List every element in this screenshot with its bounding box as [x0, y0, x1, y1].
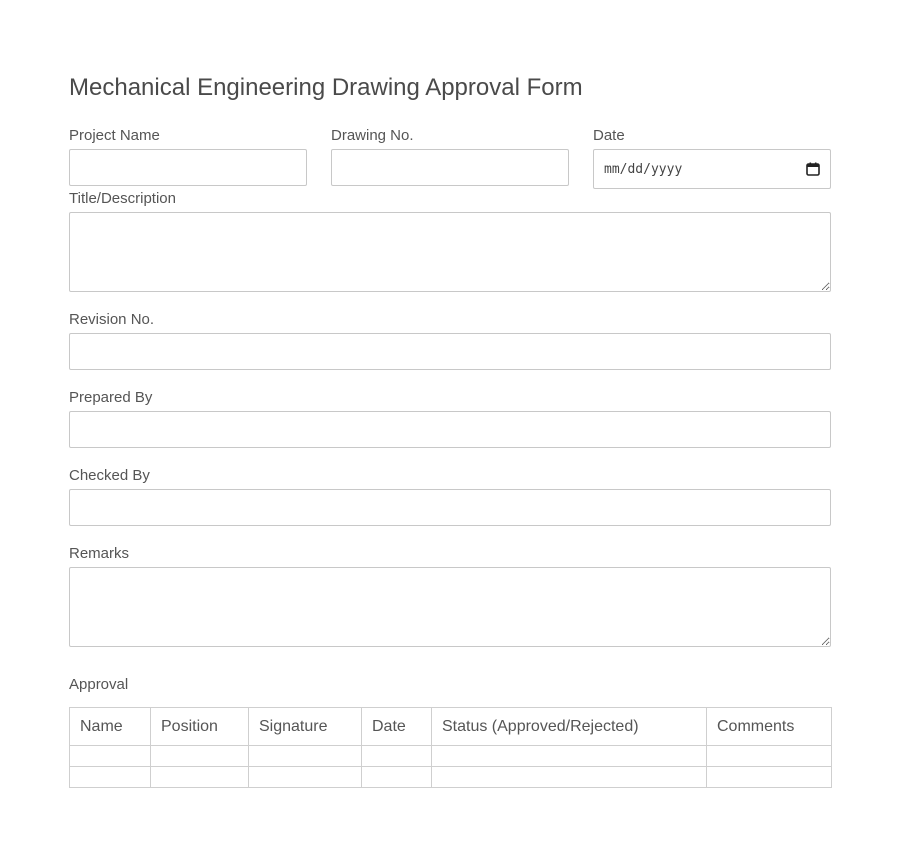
- table-cell[interactable]: [362, 767, 432, 788]
- title-description-textarea[interactable]: [69, 212, 831, 292]
- column-header-status: Status (Approved/Rejected): [432, 708, 707, 746]
- table-row: [70, 746, 832, 767]
- column-header-date: Date: [362, 708, 432, 746]
- table-cell[interactable]: [151, 767, 249, 788]
- checked-by-input[interactable]: [69, 489, 831, 526]
- table-cell[interactable]: [707, 746, 832, 767]
- date-input[interactable]: [593, 149, 831, 189]
- table-cell[interactable]: [362, 746, 432, 767]
- table-row: [70, 767, 832, 788]
- project-name-input[interactable]: [69, 149, 307, 186]
- table-cell[interactable]: [70, 746, 151, 767]
- title-description-label: Title/Description: [69, 190, 176, 207]
- revision-no-input[interactable]: [69, 333, 831, 370]
- calendar-icon[interactable]: [806, 162, 820, 176]
- remarks-textarea[interactable]: [69, 567, 831, 647]
- column-header-name: Name: [70, 708, 151, 746]
- column-header-position: Position: [151, 708, 249, 746]
- date-label: Date: [593, 127, 625, 144]
- table-cell[interactable]: [432, 746, 707, 767]
- date-placeholder: mm/dd/yyyy: [604, 161, 683, 177]
- approval-table: [69, 707, 832, 788]
- remarks-label: Remarks: [69, 545, 130, 562]
- prepared-by-label: Prepared By: [69, 389, 153, 406]
- drawing-no-input[interactable]: [331, 149, 569, 186]
- table-cell[interactable]: [151, 746, 249, 767]
- table-cell[interactable]: [70, 767, 151, 788]
- table-cell[interactable]: [249, 767, 362, 788]
- drawing-no-label: Drawing No.: [331, 127, 414, 144]
- approval-label: Approval: [69, 676, 129, 693]
- table-cell[interactable]: [707, 767, 832, 788]
- project-name-label: Project Name: [69, 127, 160, 144]
- approval-header-row: [70, 708, 832, 746]
- table-cell[interactable]: [249, 746, 362, 767]
- prepared-by-input[interactable]: [69, 411, 831, 448]
- column-header-comments: Comments: [707, 708, 832, 746]
- revision-no-label: Revision No.: [69, 311, 155, 328]
- table-cell[interactable]: [432, 767, 707, 788]
- checked-by-label: Checked By: [69, 467, 150, 484]
- column-header-signature: Signature: [249, 708, 362, 746]
- page-title: Mechanical Engineering Drawing Approval Form: [69, 74, 583, 101]
